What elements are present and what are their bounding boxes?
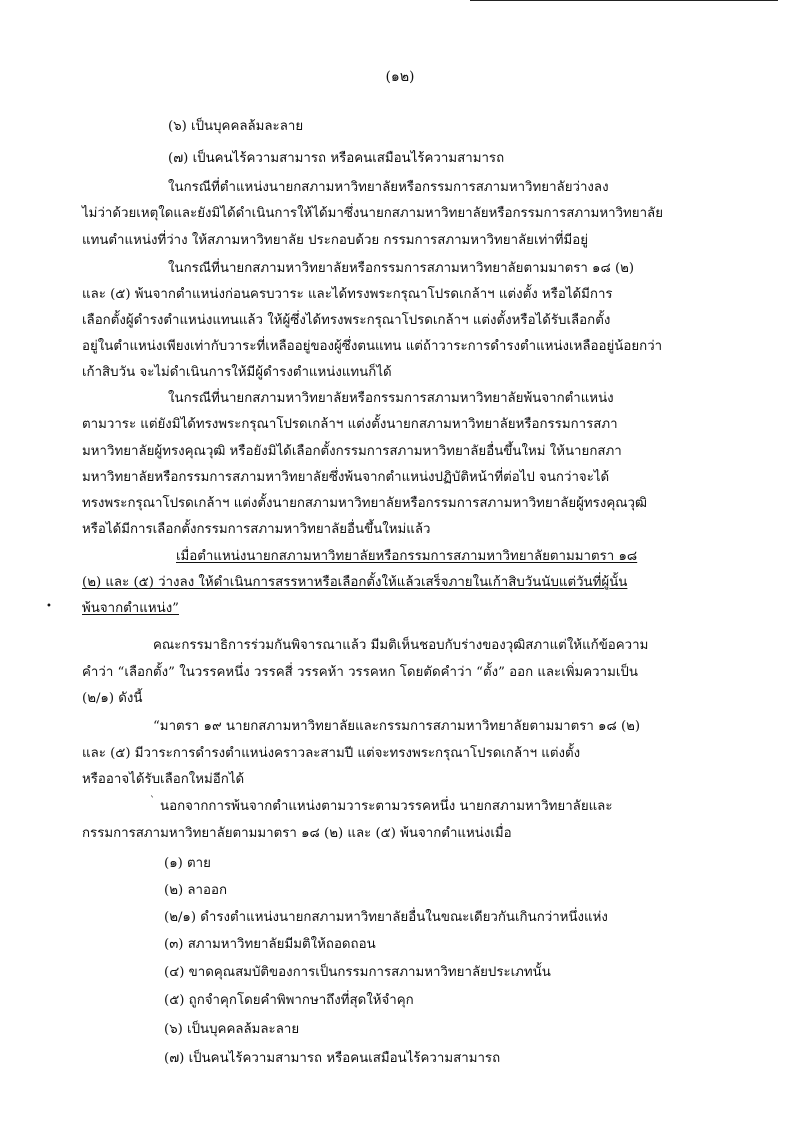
text-line: ในกรณีที่ตำแหน่งนายกสภามหาวิทยาลัยหรือกรรมการสภามหาวิทยาลัยว่างลง [168,180,609,195]
text-line: “มาตรา ๑๙ นายกสภามหาวิทยาลัยและกรรมการสภามหาวิทยาลัยตามมาตรา ๑๘ (๒) [153,719,641,734]
underlined-text-line: พ้นจากตำแหน่ง” [82,601,179,616]
list-item: (๒/๑) ดำรงตำแหน่งนายกสภามหาวิทยาลัยอื่นในขณะเดียวกันเกินกว่าหนึ่งแห่ง [164,910,608,925]
text-line: ไม่ว่าด้วยเหตุใดและยังมิได้ดำเนินการให้ได้มาซึ่งนายกสภามหาวิทยาลัยหรือกรรมการสภามหาวิทยาลัย [82,206,663,221]
list-item: (๓) สภามหาวิทยาลัยมีมติให้ถอดถอน [164,937,376,952]
text-line: (๒/๑) ดังนี้ [82,691,143,706]
list-item: (๕) ถูกจำคุกโดยคำพิพากษาถึงที่สุดให้จำคุก [164,993,414,1008]
list-item: (๔) ขาดคุณสมบัติของการเป็นกรรมการสภามหาวิทยาลัยประเภทนั้น [164,965,551,980]
text-line: หรืออาจได้รับเลือกใหม่อีกได้ [82,772,245,787]
list-item: (๑) ตาย [164,856,211,871]
top-border-line [470,0,778,1]
text-line: ทรงพระกรุณาโปรดเกล้าฯ แต่งตั้งนายกสภามหาวิทยาลัยหรือกรรมการสภามหาวิทยาลัยผู้ทรงคุณวุฒิ [82,496,648,511]
text-line: มหาวิทยาลัยหรือกรรมการสภามหาวิทยาลัยซึ่งพ้นจากตำแหน่งปฏิบัติหน้าที่ต่อไป จนกว่าจะได้ [82,470,610,485]
page-number: (๑๒) [385,69,415,85]
text-line: ตามวาระ แต่ยังมิได้ทรงพระกรุณาโปรดเกล้าฯ แต่งตั้งนายกสภามหาวิทยาลัยหรือกรรมการสภา [82,417,618,432]
text-line: (๗) เป็นคนไร้ความสามารถ หรือคนเสมือนไร้ความสามารถ [168,151,505,166]
list-item: (๖) เป็นบุคคลล้มละลาย [164,1022,300,1037]
underlined-text-line: (๒) และ (๕) ว่างลง ให้ดำเนินการสรรหาหรือเลือกตั้งให้แล้วเสร็จภายในเก้าสิบวันนับแต่วันที่ผู้นั้น [82,575,628,590]
text-line: ในกรณีที่นายกสภามหาวิทยาลัยหรือกรรมการสภามหาวิทยาลัยพ้นจากตำแหน่ง [168,391,614,406]
text-line: และ (๕) มีวาระการดำรงตำแหน่งคราวละสามปี แต่จะทรงพระกรุณาโปรดเกล้าฯ แต่งตั้ง [82,746,581,761]
stray-mark: ` [150,796,155,807]
text-line: มหาวิทยาลัยผู้ทรงคุณวุฒิ หรือยังมิได้เลือกตั้งกรรมการสภามหาวิทยาลัยอื่นขึ้นใหม่ ให้นายกสภา [82,444,622,459]
list-item: (๗) เป็นคนไร้ความสามารถ หรือคนเสมือนไร้ความสามารถ [164,1051,501,1066]
text-line: เก้าสิบวัน จะไม่ดำเนินการให้มีผู้ดำรงตำแหน่งแทนก็ได้ [82,365,392,380]
text-line: คณะกรรมาธิการร่วมกันพิจารณาแล้ว มีมติเห็นชอบกับร่างของวุฒิสภาแต่ให้แก้ข้อความ [153,638,649,653]
text-line: คำว่า “เลือกตั้ง” ในวรรคหนึ่ง วรรคสี่ วรรคห้า วรรคหก โดยตัดคำว่า “ตั้ง” ออก และเพิ่มความเป็น [82,665,638,680]
text-line: เลือกตั้งผู้ดำรงตำแหน่งแทนแล้ว ให้ผู้ซึ่งได้ทรงพระกรุณาโปรดเกล้าฯ แต่งตั้งหรือได้รับเลือกตั้ง [82,313,611,328]
text-line: แทนตำแหน่งที่ว่าง ให้สภามหาวิทยาลัย ประกอบด้วย กรรมการสภามหาวิทยาลัยเท่าที่มีอยู่ [82,233,589,248]
text-line: และ (๕) พ้นจากตำแหน่งก่อนครบวาระ และได้ทรงพระกรุณาโปรดเกล้าฯ แต่งตั้ง หรือได้มีการ [82,287,613,302]
text-line: นอกจากการพ้นจากตำแหน่งตามวาระตามวรรคหนึ่ง นายกสภามหาวิทยาลัยและ [160,799,613,814]
text-line: อยู่ในตำแหน่งเพียงเท่ากับวาระที่เหลืออยู่ของผู้ซึ่งตนแทน แต่ถ้าวาระการดำรงตำแหน่งเหลืออยู่น้อยกว่า [82,339,663,354]
stray-mark: • [46,601,52,612]
underlined-text-line: เมื่อตำแหน่งนายกสภามหาวิทยาลัยหรือกรรมการสภามหาวิทยาลัยตามมาตรา ๑๘ [176,549,638,564]
text-line: กรรมการสภามหาวิทยาลัยตามมาตรา ๑๘ (๒) และ (๕) พ้นจากตำแหน่งเมื่อ [82,826,512,841]
text-line: (๖) เป็นบุคคลล้มละลาย [168,119,304,134]
text-line: ในกรณีที่นายกสภามหาวิทยาลัยหรือกรรมการสภามหาวิทยาลัยตามมาตรา ๑๘ (๒) [168,261,635,276]
text-line: หรือได้มีการเลือกตั้งกรรมการสภามหาวิทยาลัยอื่นขึ้นใหม่แล้ว [82,522,431,537]
list-item: (๒) ลาออก [164,883,228,898]
